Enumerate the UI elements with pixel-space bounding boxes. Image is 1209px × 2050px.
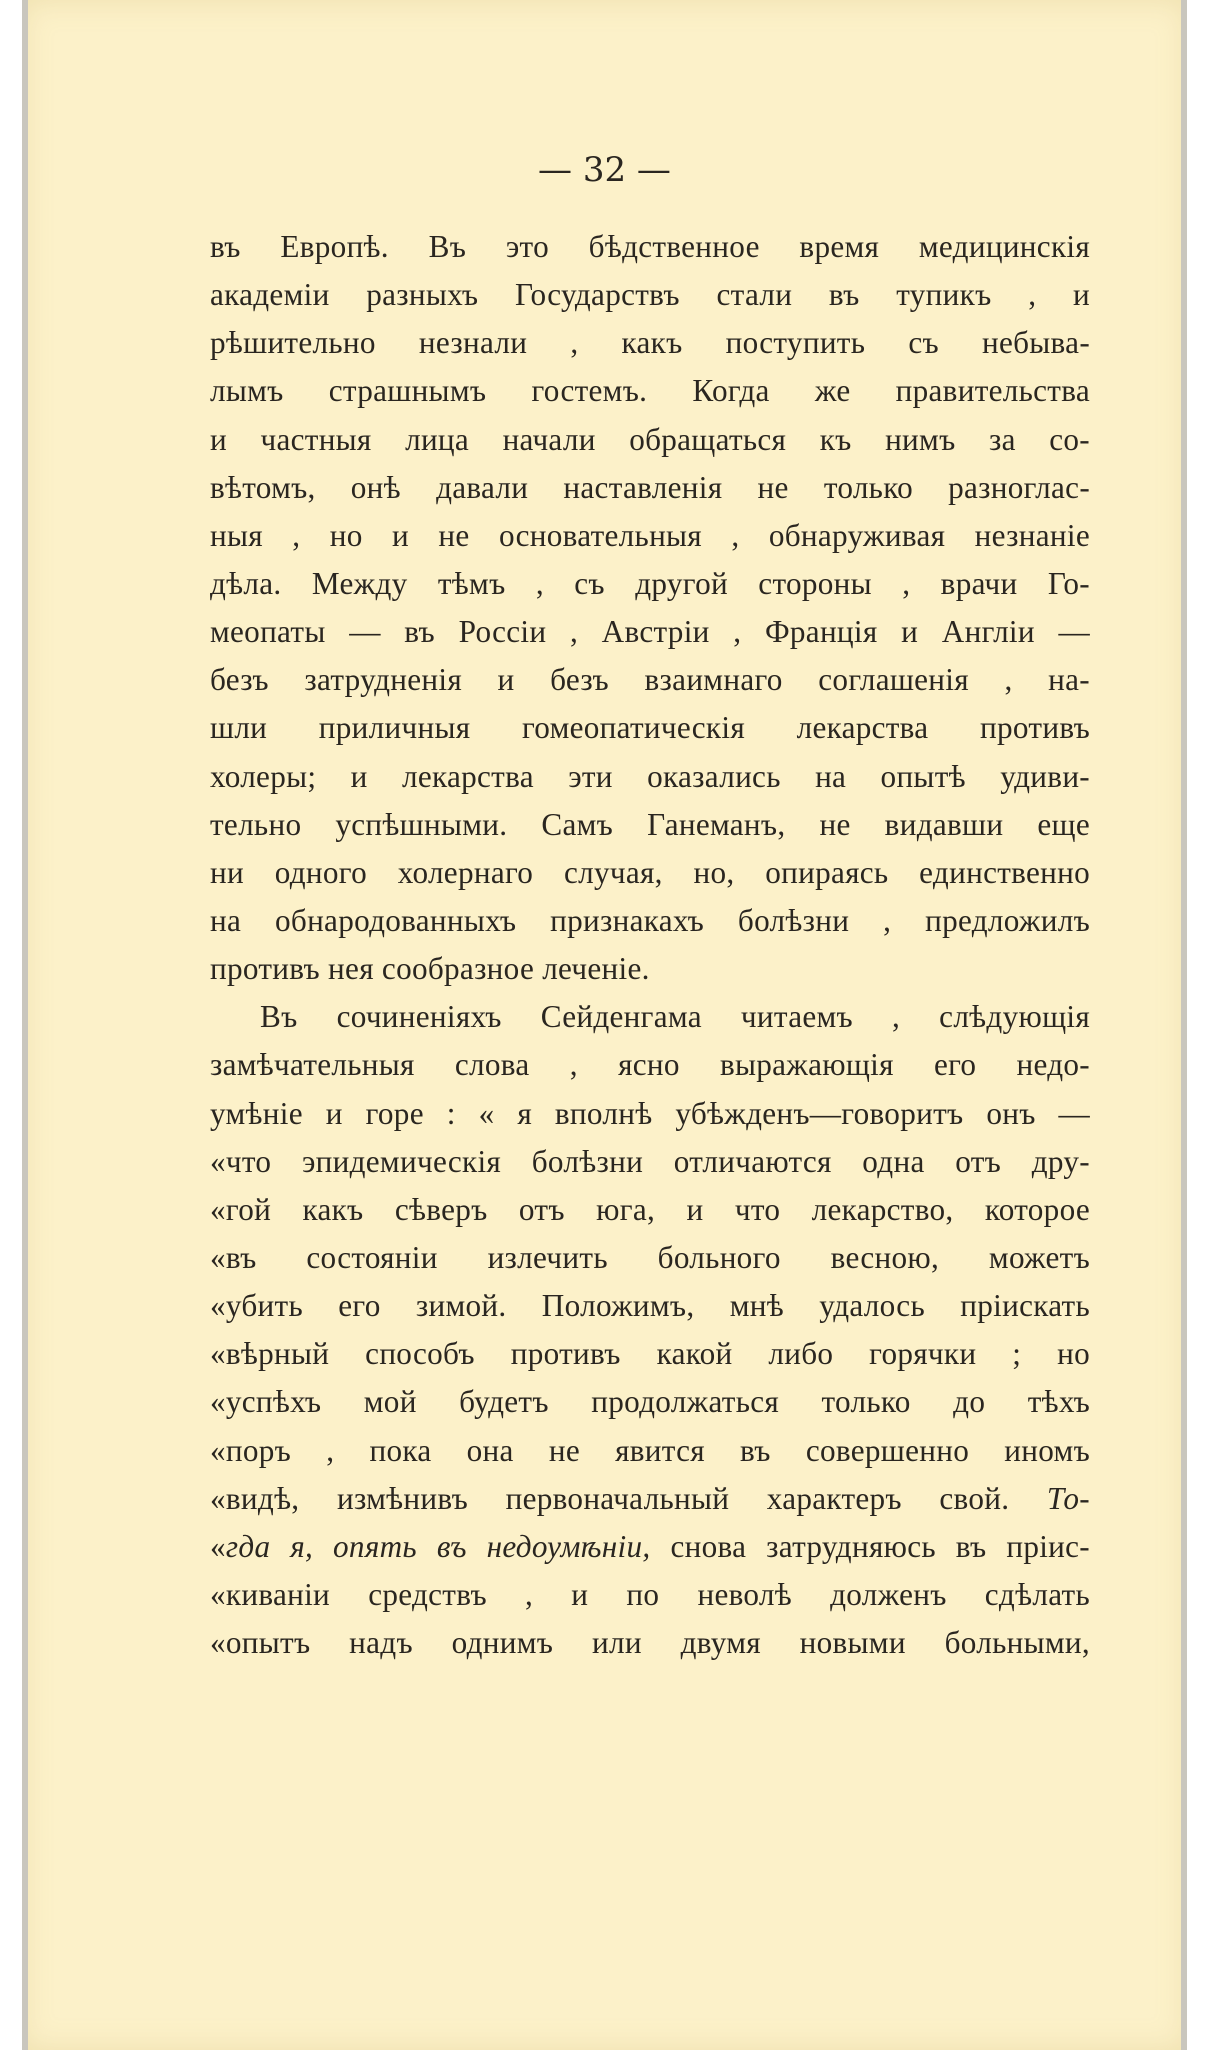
text-line — [210, 945, 1090, 993]
text-line — [210, 1523, 1090, 1571]
line-text: вѣтомъ, онѣ давали наставленія не только разноглас- — [210, 469, 1090, 505]
text-line — [210, 1041, 1090, 1089]
text-line — [210, 319, 1090, 367]
text-line — [210, 464, 1090, 512]
text-line — [210, 753, 1090, 801]
text-line — [210, 1138, 1090, 1186]
text-line — [210, 1378, 1090, 1426]
quote-mark: « — [210, 1528, 226, 1564]
line-text: противъ нея сообразное леченіе. — [210, 951, 650, 987]
text-line — [210, 416, 1090, 464]
line-text: ни одного холернаго случая, но, опираясь единственно — [210, 854, 1090, 890]
italic-text: То- — [1046, 1480, 1090, 1516]
line-text: «киваніи средствъ , и по неволѣ долженъ сдѣлать — [210, 1576, 1090, 1612]
line-text: академіи разныхъ Государствъ стали въ тупикъ , и — [210, 277, 1090, 313]
text-line — [210, 1619, 1090, 1667]
line-text: въ Европѣ. Въ это бѣдственное время медицинскія — [210, 229, 1090, 264]
text-line — [210, 367, 1090, 415]
line-text: тельно успѣшными. Самъ Ганеманъ, не видавши еще — [210, 806, 1090, 842]
italic-text: гда я, опять въ недоумѣніи, — [225, 1528, 651, 1564]
text-line — [210, 1427, 1090, 1475]
line-text: замѣчательныя слова , ясно выражающія его недо- — [210, 1047, 1090, 1083]
line-text: «что эпидемическія болѣзни отличаются одна отъ дру- — [210, 1143, 1090, 1179]
text-line — [210, 1234, 1090, 1282]
line-text: «вѣрный способъ противъ какой либо горячки ; но — [210, 1336, 1090, 1372]
text-line — [210, 271, 1090, 319]
text-line — [210, 223, 1090, 271]
line-text: холеры; и лекарства эти оказались на опытѣ удиви- — [210, 758, 1090, 794]
line-text: Въ сочиненіяхъ Сейденгама читаемъ , слѣдующія — [260, 999, 1090, 1035]
line-text: «гой какъ сѣверъ отъ юга, и что лекарство, которое — [210, 1191, 1090, 1227]
text-line — [210, 656, 1090, 704]
line-text: «поръ , пока она не явится въ совершенно иномъ — [210, 1432, 1090, 1468]
text-line — [210, 897, 1090, 945]
line-text: лымъ страшнымъ гостемъ. Когда же правительства — [210, 373, 1090, 409]
line-text: шли приличныя гомеопатическія лекарства противъ — [210, 710, 1090, 746]
line-text: на обнародованныхъ признакахъ болѣзни , предложилъ — [210, 902, 1090, 938]
line-text: «видѣ, измѣнивъ первоначальный характеръ свой. — [210, 1480, 1010, 1516]
text-line — [210, 993, 1090, 1041]
text-line — [210, 1282, 1090, 1330]
text-line — [210, 801, 1090, 849]
line-text: ныя , но и не основательныя , обнаруживая незнаніе — [210, 517, 1090, 553]
text-line — [210, 704, 1090, 752]
line-text: рѣшительно незнали , какъ поступить съ небыва- — [210, 325, 1090, 361]
text-line — [210, 849, 1090, 897]
text-line — [210, 560, 1090, 608]
text-line — [210, 512, 1090, 560]
line-text: «опытъ надъ однимъ или двумя новыми больными, — [210, 1625, 1090, 1661]
text-line — [210, 1571, 1090, 1619]
text-line — [210, 1475, 1090, 1523]
text-line — [210, 608, 1090, 656]
line-text: «убить его зимой. Положимъ, мнѣ удалось пріискать — [210, 1288, 1090, 1324]
body-text — [210, 223, 1090, 1667]
line-text: снова затрудняюсь въ пріис- — [670, 1528, 1090, 1564]
text-line — [210, 1090, 1090, 1138]
line-text: «успѣхъ мой будетъ продолжаться только до тѣхъ — [210, 1384, 1090, 1420]
line-text: умѣніе и горе : « я вполнѣ убѣжденъ—говоритъ онъ — — [210, 1095, 1090, 1131]
line-text: «въ состояніи излечить больного весною, можетъ — [210, 1239, 1090, 1275]
page-edge-left — [22, 0, 28, 2050]
text-line — [210, 1186, 1090, 1234]
line-text: и частныя лица начали обращаться къ нимъ за со- — [210, 421, 1090, 457]
text-line — [210, 1330, 1090, 1378]
page-edge-right — [1181, 0, 1187, 2050]
line-text: безъ затрудненія и безъ взаимнаго соглашенія , на- — [210, 662, 1090, 698]
page-number: — 32 — — [538, 150, 671, 190]
line-text: дѣла. Между тѣмъ , съ другой стороны , врачи Го- — [210, 565, 1090, 601]
line-text: меопаты — въ Россіи , Австріи , Франція и Англіи — — [210, 614, 1090, 650]
